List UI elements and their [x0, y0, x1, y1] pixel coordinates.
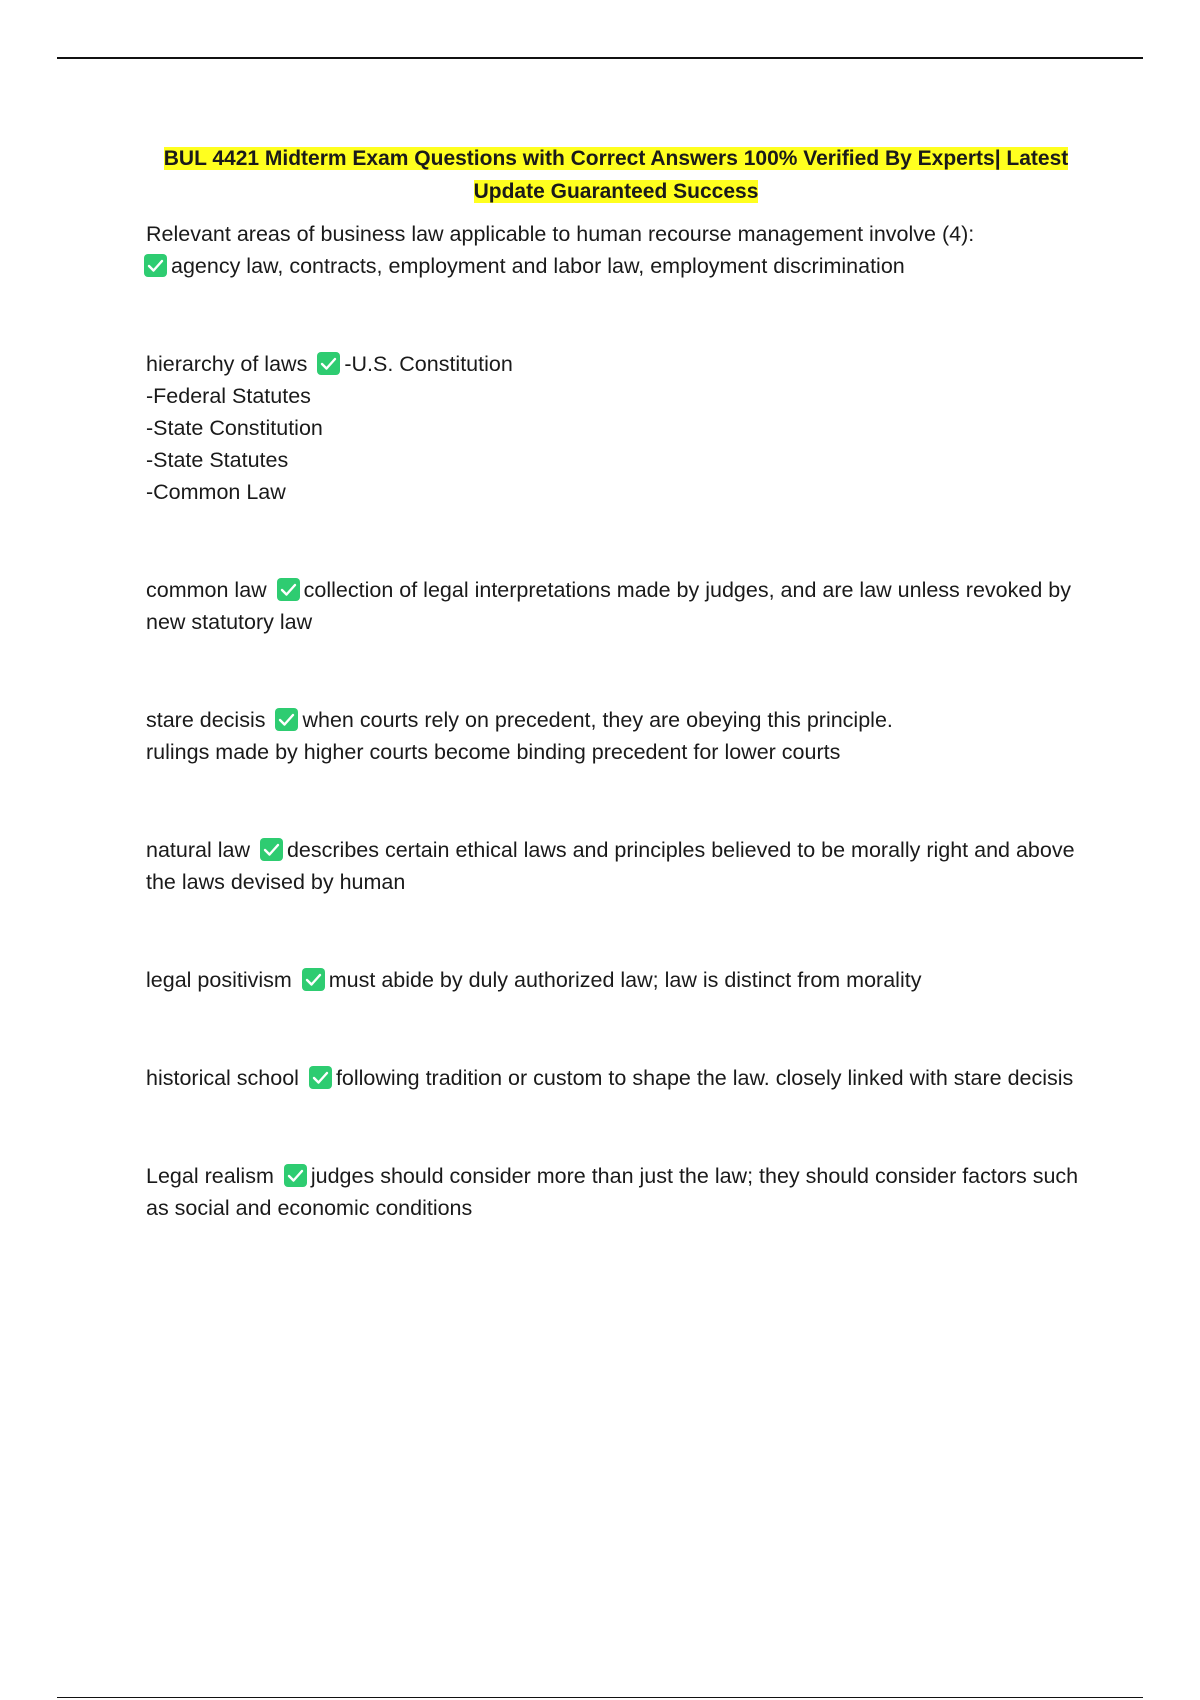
check-box-icon	[144, 254, 167, 277]
entry-line	[146, 1160, 1086, 1224]
entry-extra-line: -State Constitution	[146, 416, 323, 440]
entry-line	[146, 574, 1086, 638]
entry-answer-line	[140, 250, 1086, 282]
flashcard-entry	[146, 348, 1086, 508]
entry-term: Legal realism	[146, 1164, 274, 1188]
entry-extra-line: -Federal Statutes	[146, 384, 311, 408]
flashcard-entry	[146, 704, 1086, 768]
entry-term: natural law	[146, 838, 250, 862]
check-box-icon	[260, 838, 283, 861]
entry-answer: when courts rely on precedent, they are obeying this principle.	[302, 708, 893, 732]
entry-answer: judges should consider more than just the law; they should consider factors such as social and economic conditions	[146, 1164, 1079, 1220]
entry-answer: agency law, contracts, employment and labor law, employment discrimination	[171, 254, 905, 278]
title-line-2: Update Guaranteed Success	[473, 180, 759, 203]
entry-term: hierarchy of laws	[146, 352, 308, 376]
check-box-icon	[284, 1164, 307, 1187]
entry-term: historical school	[146, 1066, 299, 1090]
entry-term: legal positivism	[146, 968, 292, 992]
footer-rule	[57, 1697, 1143, 1698]
check-box-icon	[277, 578, 300, 601]
entry-term: stare decisis	[146, 708, 266, 732]
entry-answer: describes certain ethical laws and principles believed to be morally right and above the laws devised by human	[146, 838, 1075, 894]
flashcard-entry	[146, 834, 1086, 898]
entry-line	[146, 348, 1086, 380]
entry-line	[146, 704, 1086, 736]
entry-term: Relevant areas of business law applicable to human recourse management involve (4):	[146, 222, 975, 246]
entry-answer: -U.S. Constitution	[344, 352, 513, 376]
document-title	[146, 142, 1086, 208]
entry-extra-line: rulings made by higher courts become binding precedent for lower courts	[146, 740, 841, 764]
entry-line	[146, 834, 1086, 898]
flashcard-entry	[146, 1062, 1086, 1094]
entry-extra-line: -Common Law	[146, 480, 286, 504]
entry-extra-line: -State Statutes	[146, 448, 289, 472]
entry-answer: collection of legal interpretations made by judges, and are law unless revoked by new statutory law	[146, 578, 1071, 634]
document-body	[146, 142, 1086, 1224]
flashcard-entry	[146, 574, 1086, 638]
title-line-1: BUL 4421 Midterm Exam Questions with Correct Answers 100% Verified By Experts| Latest	[163, 147, 1069, 170]
check-box-icon	[275, 708, 298, 731]
entry-answer: must abide by duly authorized law; law is distinct from morality	[328, 968, 922, 992]
flashcard-entry	[146, 218, 1086, 282]
header-rule	[57, 57, 1143, 59]
entry-term: common law	[146, 578, 267, 602]
entry-answer: following tradition or custom to shape the law. closely linked with stare decisis	[335, 1066, 1074, 1090]
entry-line	[146, 1062, 1086, 1094]
entry-line	[146, 964, 1086, 996]
check-box-icon	[317, 352, 340, 375]
check-box-icon	[309, 1066, 332, 1089]
check-box-icon	[302, 968, 325, 991]
flashcard-entry	[146, 1160, 1086, 1224]
flashcard-entry	[146, 964, 1086, 996]
